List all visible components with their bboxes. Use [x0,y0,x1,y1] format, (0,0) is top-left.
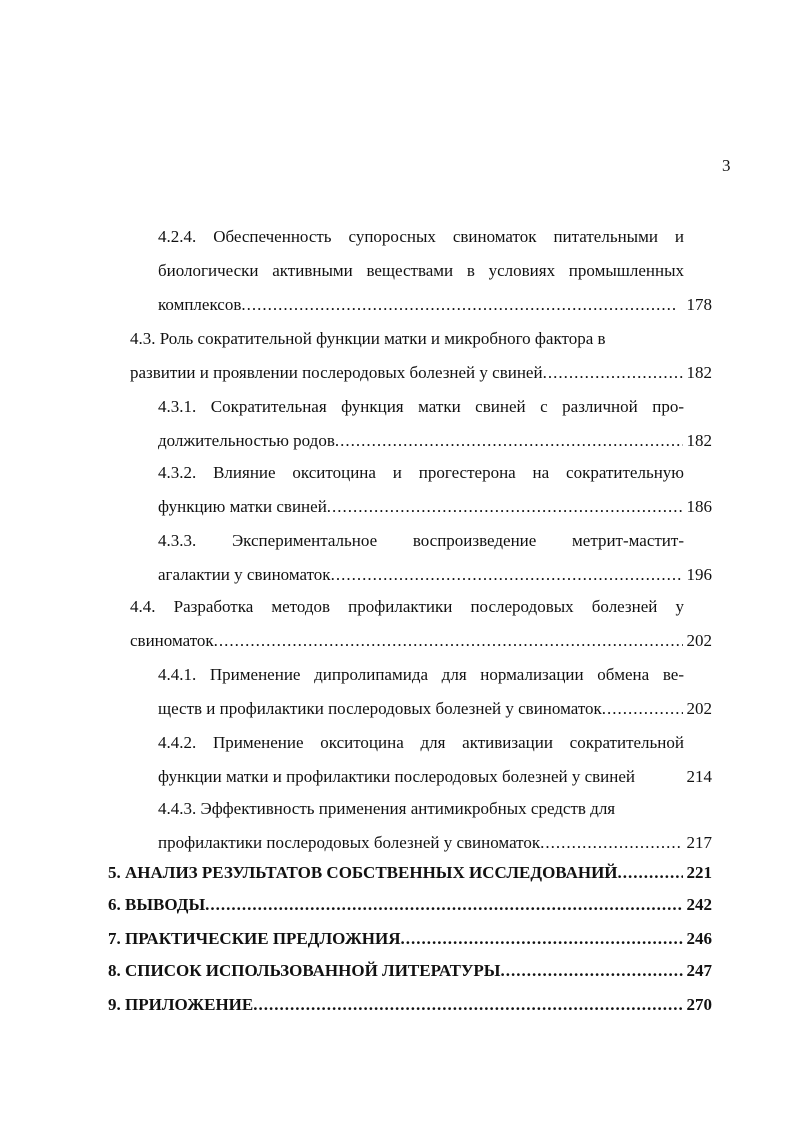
toc-page-number: 186 [686,497,712,516]
toc-section-title: 5. АНАЛИЗ РЕЗУЛЬТАТОВ СОБСТВЕННЫХ ИССЛЕДОВАНИЙ [108,863,618,882]
leader-dots [540,832,682,854]
toc-entry-4-4-1-line1: 4.4.1. Применение дипролипамида для нормализации обмена ве- [158,665,684,684]
toc-entry-4-4-1-line2 [158,698,712,720]
toc-entry-text: ществ и профилактики послеродовых болезней у свиноматок [158,699,602,718]
toc-entry-text: агалактии у свиноматок [158,565,331,584]
toc-page-number: 270 [686,995,712,1014]
toc-section-title: 7. ПРАКТИЧЕСКИЕ ПРЕДЛОЖНИЯ [108,929,401,948]
toc-section-title: 8. СПИСОК ИСПОЛЬЗОВАННОЙ ЛИТЕРАТУРЫ [108,961,501,980]
toc-section-5 [108,862,712,884]
leader-dots [241,294,674,316]
toc-section-7 [108,928,712,950]
toc-entry-4-4-3-line2 [158,832,712,854]
toc-section-title: 9. ПРИЛОЖЕНИЕ [108,995,254,1014]
toc-page-number: 221 [686,863,712,882]
toc-page-number: 196 [686,565,712,584]
toc-entry-4-4-line1: 4.4. Разработка методов профилактики послеродовых болезней у [130,597,684,616]
toc-entry-text: функции матки и профилактики послеродовых болезней у свиней [158,767,636,786]
leader-dots [214,630,683,652]
toc-page-number: 246 [686,929,712,948]
leader-dots [618,862,683,884]
toc-entry-4-4-2-line2 [158,766,712,788]
leader-dots [400,928,682,950]
toc-section-9 [108,994,712,1016]
toc-page-number: 182 [686,431,712,450]
toc-entry-4-4-3-line1: 4.4.3. Эффективность применения антимикробных средств для [158,799,616,818]
toc-entry-4-3-line1: 4.3. Роль сократительной функции матки и микробного фактора в [130,329,606,348]
leader-dots [327,496,683,518]
toc-page-number: 247 [686,961,712,980]
toc-entry-4-3-2-line1: 4.3.2. Влияние окситоцина и прогестерона на сократительную [158,463,684,482]
toc-entry-text: комплексов [158,295,242,314]
toc-entry-text: свиноматок [130,631,214,650]
toc-section-8 [108,960,712,982]
toc-entry-4-3-3-line1: 4.3.3. Экспериментальное воспроизведение метрит-мастит- [158,531,684,550]
toc-entry-4-3-1-line1: 4.3.1. Сократительная функция матки свиней с различной про- [158,397,684,416]
toc-page-number: 202 [686,631,712,650]
toc-entry-4-3-3-line2 [158,564,712,586]
toc-entry-4-4-2-line1: 4.4.2. Применение окситоцина для активизации сократительной [158,733,684,752]
toc-page-number: 217 [686,833,712,852]
toc-entry-4-2-4-line3 [158,294,712,316]
toc-page-number: 214 [686,767,712,786]
toc-entry-text: развитии и проявлении послеродовых болезней у свиней [130,363,543,382]
toc-entry-text: функцию матки свиней [158,497,327,516]
toc-page-number: 242 [686,895,712,914]
toc-section-6 [108,894,712,916]
toc-entry-4-2-4-line2: биологически активными веществами в условиях промышленных [158,261,684,280]
toc-page-number: 178 [686,295,712,314]
toc-entry-text: профилактики послеродовых болезней у свиноматок [158,833,541,852]
toc-entry-4-3-1-line2 [158,430,712,452]
leader-dots [501,960,683,982]
leader-dots [543,362,683,384]
toc-entry-4-3-line2 [130,362,712,384]
leader-dots [602,698,683,720]
leader-dots [331,564,683,586]
toc-entry-4-4-line2 [130,630,712,652]
toc-entry-text: должительностью родов [158,431,335,450]
leader-dots [253,994,682,1016]
toc-section-title: 6. ВЫВОДЫ [108,895,206,914]
toc-page-number: 202 [686,699,712,718]
leader-dots [205,894,682,916]
leader-dots [335,430,683,452]
page-number: 3 [722,156,731,175]
toc-entry-4-3-2-line2 [158,496,712,518]
toc-page-number: 182 [686,363,712,382]
toc-entry-4-2-4-line1: 4.2.4. Обеспеченность супоросных свиноматок питательными и [158,227,684,246]
